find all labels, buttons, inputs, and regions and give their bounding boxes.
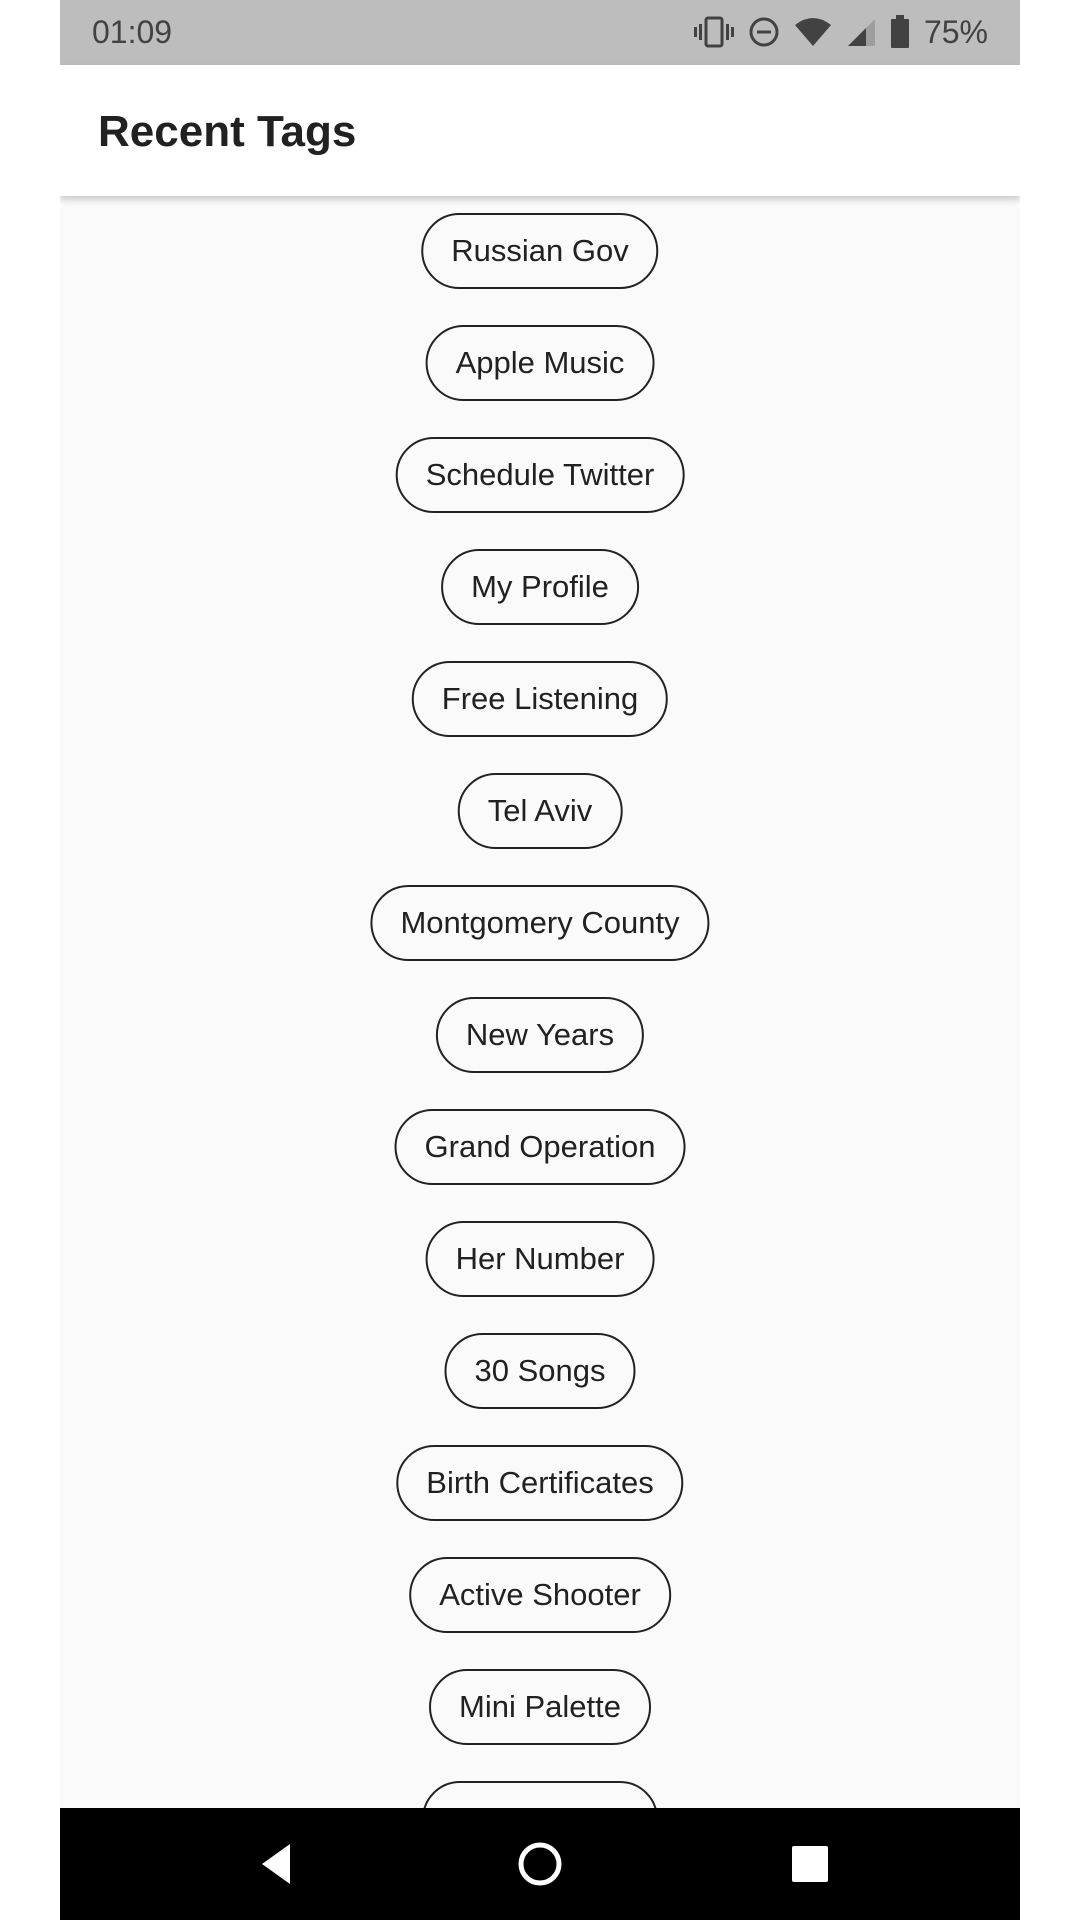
tag-list[interactable] — [60, 196, 1020, 1808]
tag-chip[interactable]: My Profile — [441, 549, 639, 625]
tag-chip[interactable]: Montgomery County — [370, 885, 709, 961]
page-title: Recent Tags — [98, 107, 357, 156]
wifi-icon — [794, 17, 832, 47]
tag-chip[interactable]: Grand Operation — [395, 1109, 686, 1185]
tag-chip[interactable]: Russian Gov — [421, 213, 658, 289]
app-bar — [60, 65, 1020, 196]
tag-chip[interactable]: Apple Music — [426, 325, 655, 401]
navigation-bar — [60, 1808, 1020, 1920]
status-bar — [60, 0, 1020, 65]
tag-chip[interactable]: New Years — [436, 997, 644, 1073]
device-screen — [60, 0, 1020, 1920]
tag-chip[interactable]: Active Shooter — [409, 1557, 671, 1633]
tag-chip[interactable]: Free Listening — [412, 661, 668, 737]
status-icons — [694, 12, 988, 52]
recents-icon[interactable] — [782, 1836, 838, 1892]
tag-chip-partial[interactable] — [422, 1781, 658, 1808]
tag-chip[interactable]: Mini Palette — [429, 1669, 651, 1745]
battery-percentage: 75% — [923, 13, 988, 50]
tag-chip[interactable]: Schedule Twitter — [396, 437, 685, 513]
vibrate-icon — [694, 15, 734, 49]
cell-signal-icon — [846, 17, 876, 47]
back-icon[interactable] — [250, 1836, 306, 1892]
status-time: 01:09 — [92, 14, 173, 50]
tag-chip[interactable]: Birth Certificates — [396, 1445, 683, 1521]
home-icon[interactable] — [512, 1836, 568, 1892]
battery-icon — [890, 15, 910, 49]
tag-chip[interactable]: Her Number — [426, 1221, 655, 1297]
tag-chip[interactable]: 30 Songs — [445, 1333, 636, 1409]
tag-chip[interactable]: Tel Aviv — [458, 773, 623, 849]
do-not-disturb-icon — [748, 16, 780, 48]
